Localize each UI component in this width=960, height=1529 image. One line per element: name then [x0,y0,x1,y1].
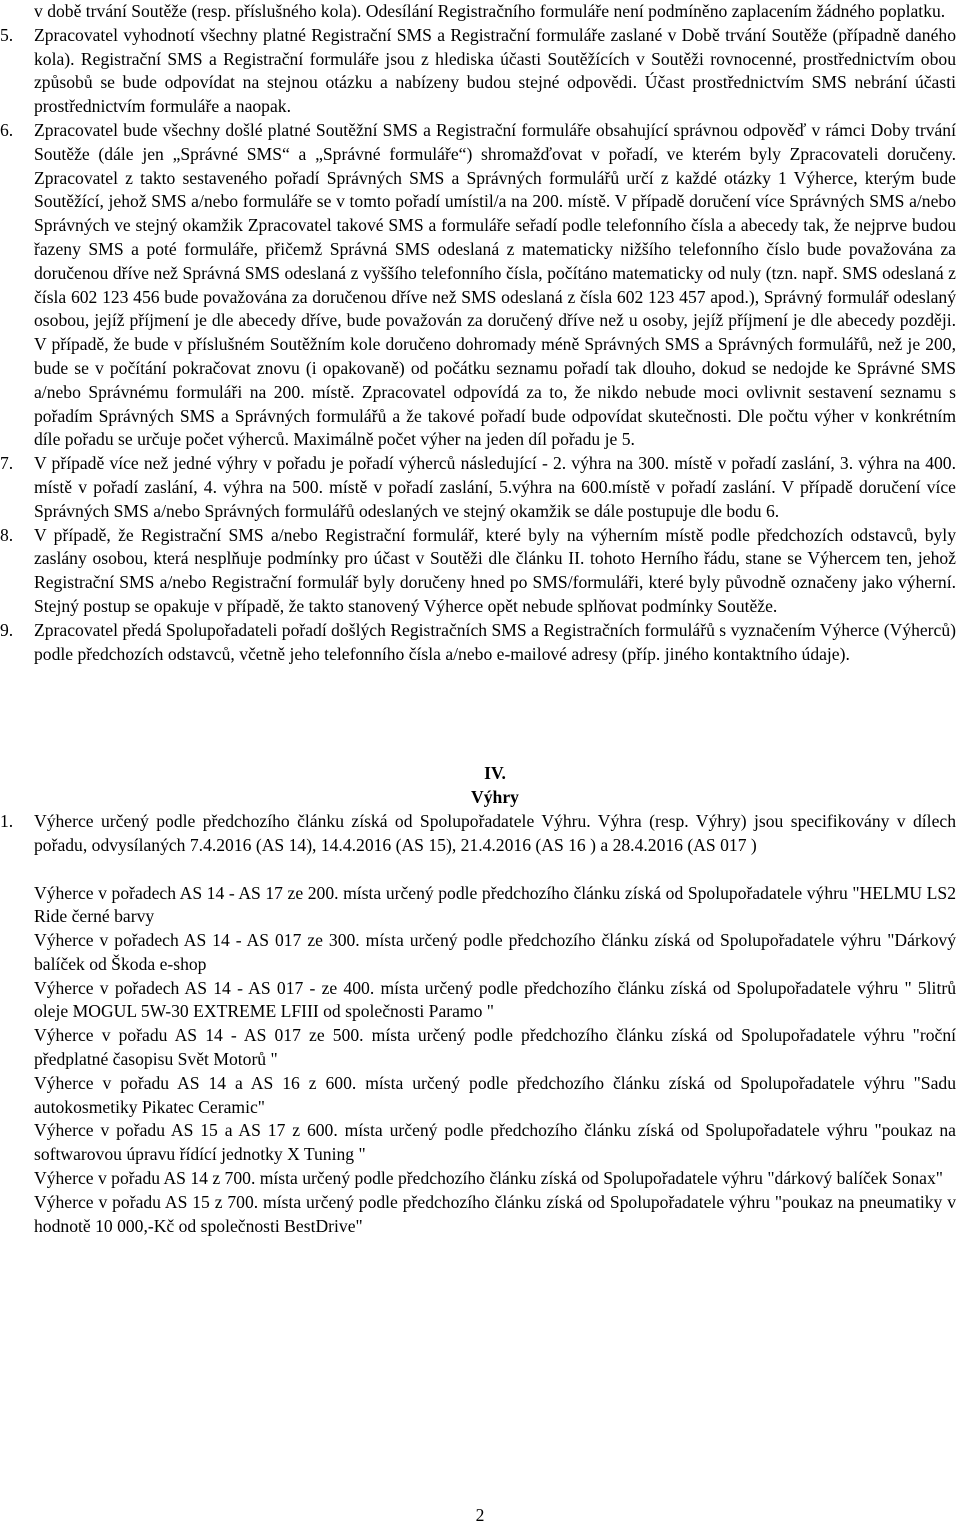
list-item [0,119,956,452]
award-paragraph: Výherce v pořadu AS 15 z 700. místa určený podle předchozího článku získá od Spolupořadatele výhru "poukaz na pneumatiky v hodnotě 10 000,-Kč od společnosti BestDrive" [34,1191,956,1236]
item-text: Výherce určený podle předchozího článku získá od Spolupořadatele Výhru. Výhra (resp. Výhry) jsou specifikovány v dílech pořadu, odvysílaných 7.4.2016 (AS 14), 14.4.2016 (AS 15), 21.4.2016 (AS 16 ) a 28.4.2016 (AS 017 ) [34,810,956,855]
awards-list [34,882,956,1239]
list-item [0,810,956,858]
item-number: 6. [0,119,14,140]
award-paragraph: Výherce v pořadech AS 14 - AS 017 ze 300. místa určený podle předchozího článku získá od Spolupořadatele výhru "Dárkový balíček od Škoda e-shop [34,930,956,974]
award-paragraph: Výherce v pořadech AS 14 - AS 17 ze 200. místa určený podle předchozího článku získá od Spolupořadatele výhru "HELMU LS2 Ride černé barvy [34,882,956,927]
list-item [0,524,956,619]
continuation-paragraph: v době trvání Soutěže (resp. příslušného kola). Odesílání Registračního formuláře není podmíněno zaplacením žádného poplatku. [34,1,946,21]
list-item [0,452,956,523]
item-number: 9. [0,619,14,640]
item-number: 1. [0,810,14,831]
award-paragraph: Výherce v pořadu AS 14 a AS 16 z 600. místa určený podle předchozího článku získá od Spolupořadatele výhru "Sadu autokosmetiky Pikatec Ceramic" [34,1072,956,1117]
item-text: V případě více než jedné výhry v pořadu je pořadí výherců následující - 2. výhra na 300. místě v pořadí zaslání, 3. výhra na 400. místě v pořadí zaslání, 4. výhra na 500. místě v pořadí zaslání, 5.výhra na 600.místě v pořadí zaslání. V případě doručení více Správných SMS a/nebo Správných formulářů odeslaných ve stejný okamžik se dále postupuje dle bodu 6. [34,453,956,521]
section-number: IV. [484,763,506,784]
item-number: 8. [0,524,14,545]
award-paragraph: Výherce v pořadech AS 14 - AS 017 - ze 400. místa určený podle předchozího článku získá od Spolupořadatele výhru " 5litrů oleje MOGUL 5W-30 EXTREME LFIII od společnosti Paramo " [34,977,956,1022]
rules-list [0,24,956,667]
item-number: 7. [0,453,14,474]
item-text: Zpracovatel vyhodnotí všechny platné Registrační SMS a Registrační formuláře zaslané v Době trvání Soutěže (případně daného kola). Registrační SMS a Registrační formuláře jsou z hlediska účasti Soutěžících v Soutěži rovnocenné, prostřednictvím obou způsobů se bude odpovídat na stejnou otázku a nabízeny budou stejné odpovědi. Účast prostřednictvím SMS nebrání účasti prostřednictvím formuláře a naopak. [34,24,956,117]
award-paragraph: Výherce v pořadu AS 14 - AS 017 ze 500. místa určený podle předchozího článku získá od Spolupořadatele výhru "roční předplatné časopisu Svět Motorů " [34,1025,956,1070]
section-list [0,810,956,858]
item-text: Zpracovatel předá Spolupořadateli pořadí došlých Registračních SMS a Registračních formulářů s vyznačením Výherce (Výherců) podle předchozích odstavců, včetně jeho telefonního čísla a/nebo e-mailové adresy (příp. jiného kontaktního údaje). [34,619,956,664]
item-number: 5. [0,24,14,45]
item-text: Zpracovatel bude všechny došlé platné Soutěžní SMS a Registrační formuláře obsahující správnou odpověď v rámci Doby trvání Soutěže (dále jen „Správné SMS“ a „Správné formuláře“) shromažďovat v pořadí, ve kterém byly Zpracovateli doručeny. Zpracovatel z takto sestaveného pořadí Správných SMS a Správných formulářů určí z každé otázky 1 Výherce, kterým bude Soutěžící, jehož SMS a/nebo formuláře se v tomto pořadí umístil/a na 200. místě. V případě doručení více Správných SMS a/nebo Správných ve stejný okamžik Zpracovatel takové SMS a formuláře seřadí podle telefonního čísla a abecedy tak, že nejprve budou řazeny SMS a poté formuláře, přičemž Správná SMS odeslaná z matematicky nižšího telefonního číslo bude považována za doručenou dříve než Správná SMS odeslaná z vyššího telefonního čísla, počítáno matematicky od nuly (tzn. např. SMS odeslaná z čísla 602 123 456 bude považována za doručenou dříve než SMS odeslaná z čísla 602 123 457 apod.), Správný formulář odeslaný osobou, jejíž příjmení je dle abecedy dříve, bude považován za doručený dříve než u osoby, jejíž příjmení je dle abecedy později. V případě, že bude v příslušném Soutěžním kole doručeno dohromady méně Správných SMS a Správných formulářů, než je 200, bude se v počítání pokračovat znovu (i opakovaně) od počátku seznamu pořadí tak dlouho, dokud se nedojde ke Správné SMS a/nebo Správnému formuláři na 200. místě. Zpracovatel odpovídá za to, že nikdo nebude moci ovlivnit sestavení seznamu s pořadím Správných SMS a Správných formulářů a že takové pořadí bude odpovídat skutečnosti. Dle počtu výher v konkrétním díle pořadu se určuje počet výherců. Maximálně počet výher na jeden díl pořadu je 5. [34,119,956,450]
award-paragraph: Výherce v pořadu AS 15 a AS 17 z 600. místa určený podle předchozího článku získá od Spolupořadatele výhru "poukaz na softwarovou úpravu řídící jednotky X Tuning " [34,1120,956,1165]
award-paragraph: Výherce v pořadu AS 14 z 700. místa určený podle předchozího článku získá od Spolupořadatele výhru "dárkový balíček Sonax" [34,1168,943,1189]
list-item [0,619,956,667]
item-text: V případě, že Registrační SMS a/nebo Registrační formulář, které byly na výherním místě podle předchozích odstavců, byly zaslány osobou, která nesplňuje podmínky pro účast v Soutěži dle článku II. tohoto Herního řádu, stane se Výhercem ten, jehož Registrační SMS a/nebo Registrační formulář byly doručeny hned po SMS/formuláři, které byly původně označeny jako výherní. Stejný postup se opakuje v případě, že takto stanovený Výherce opět nebude splňovat podmínky Soutěže. [34,524,956,616]
list-item [0,24,956,119]
page-number: 2 [475,1505,485,1525]
section-title: Výhry [471,787,519,808]
